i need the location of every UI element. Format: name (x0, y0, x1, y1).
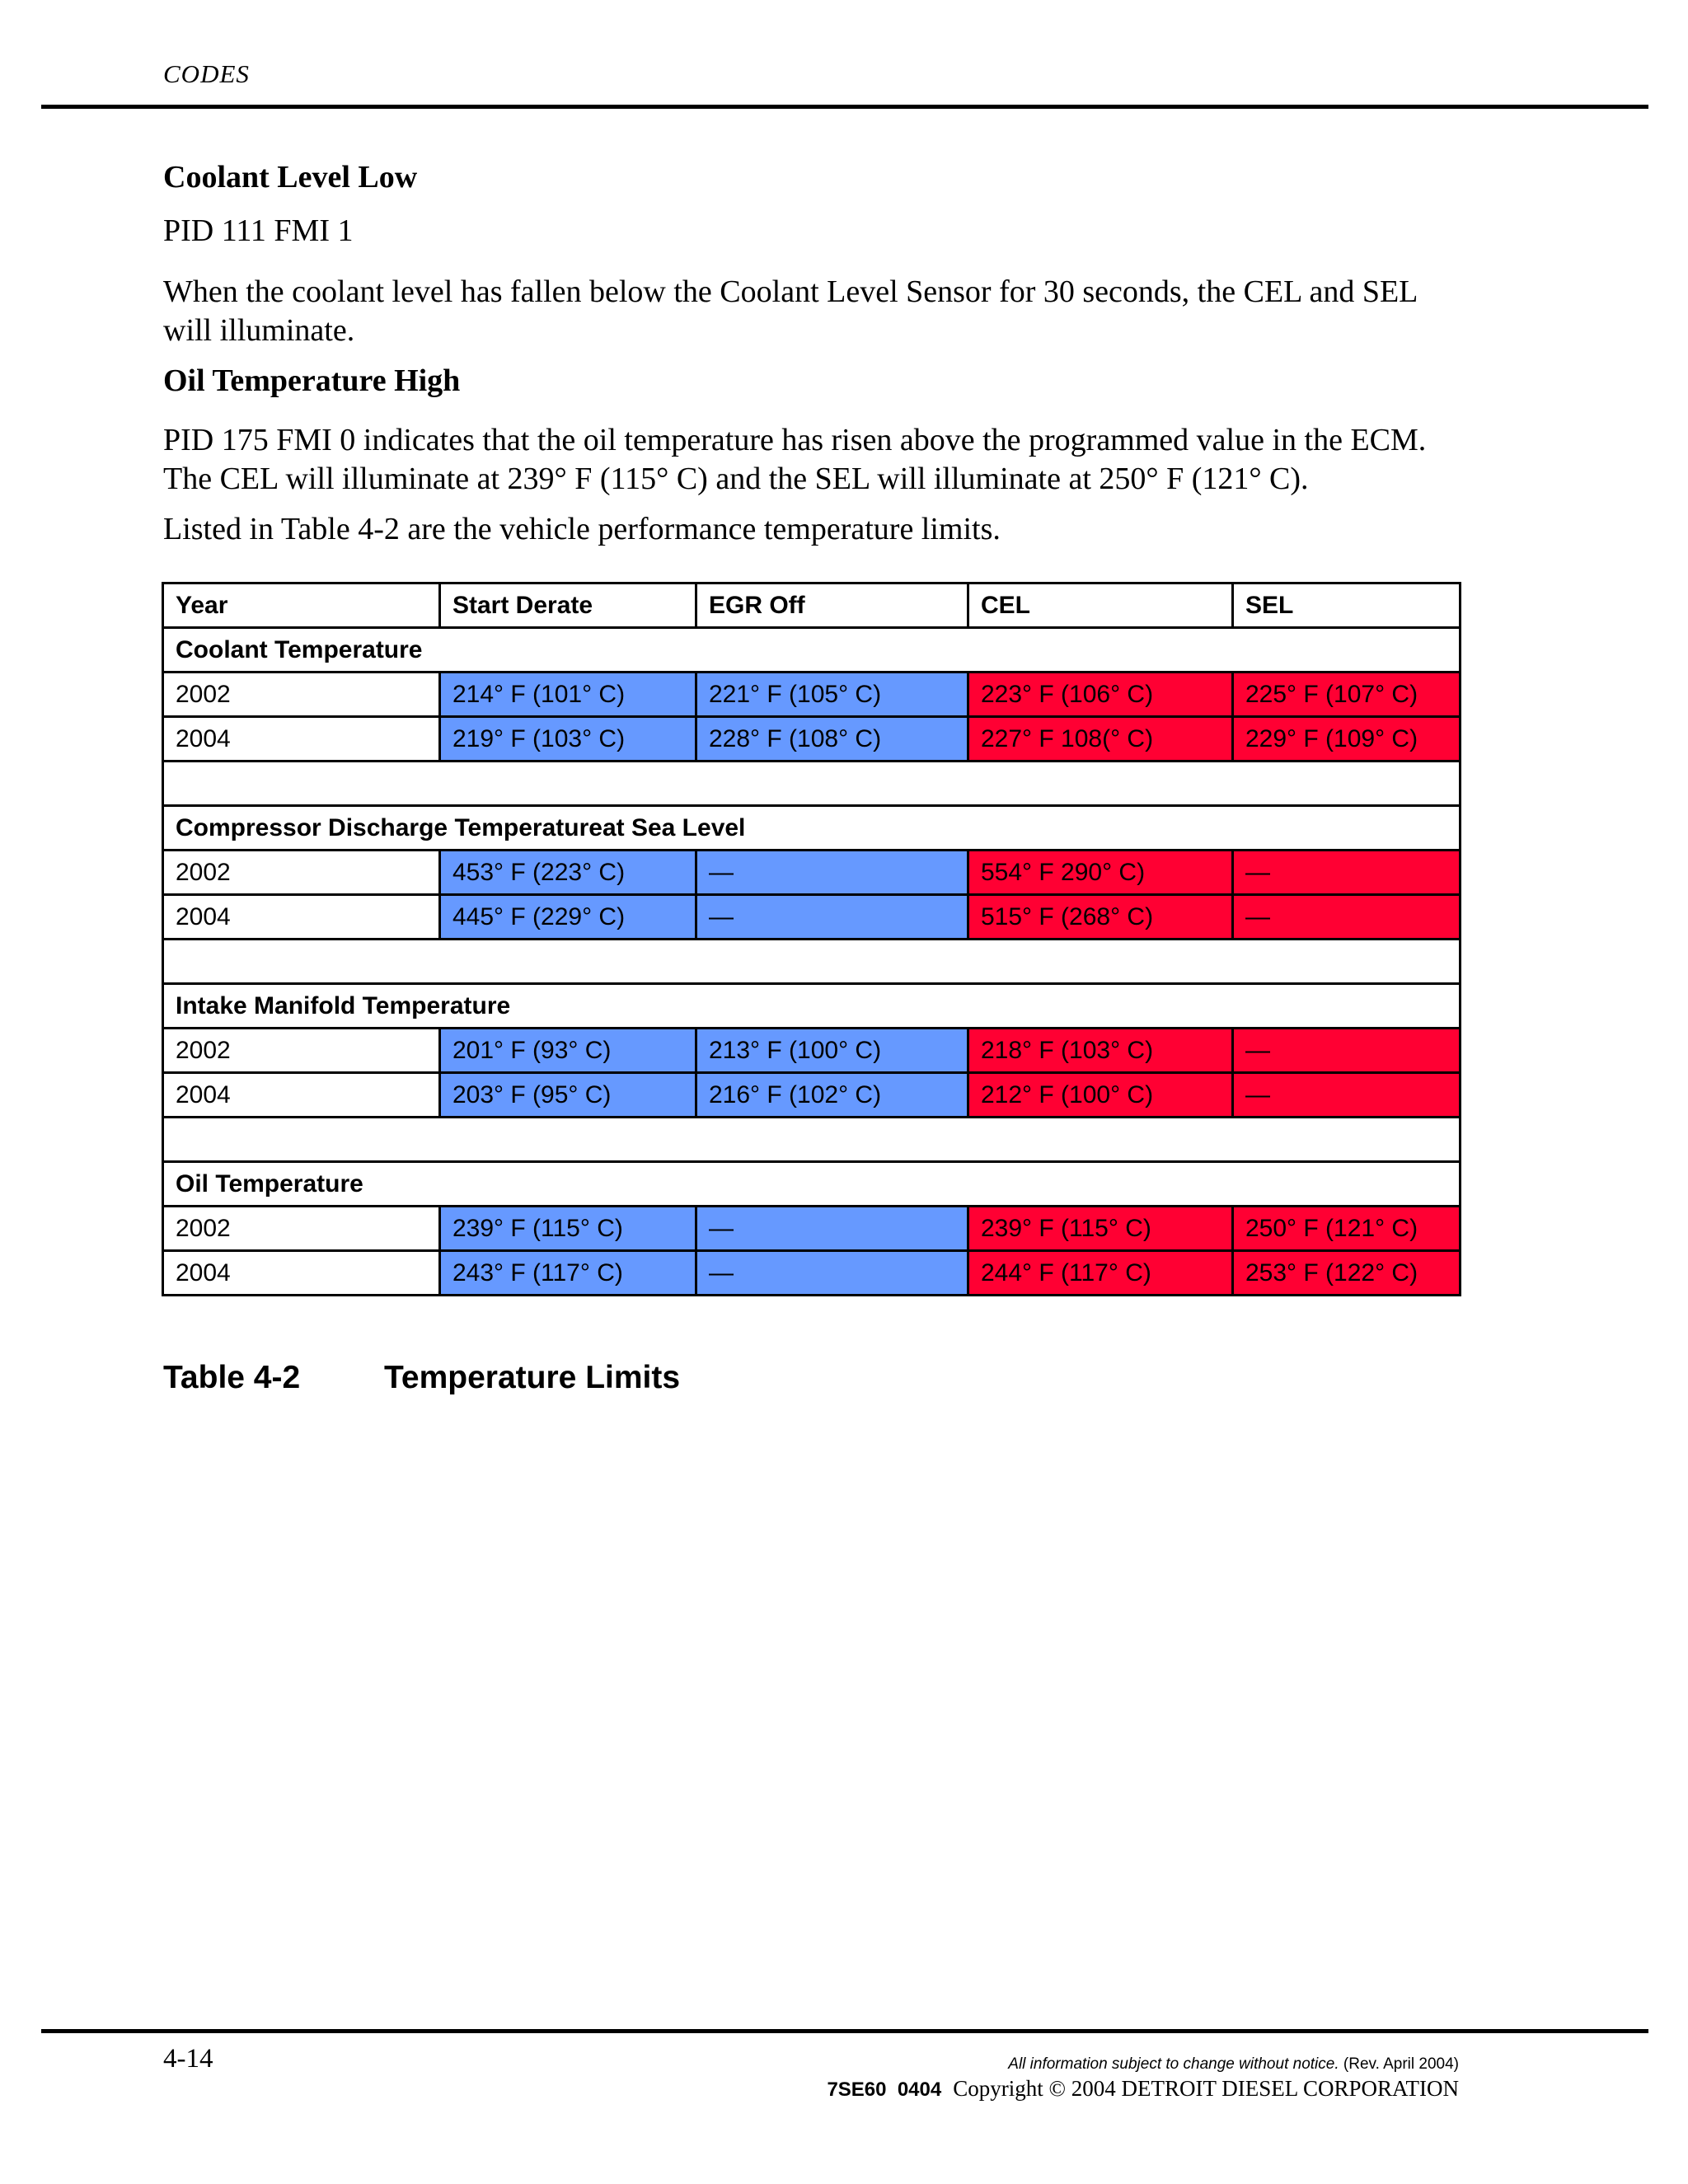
spacer-row (163, 940, 1461, 984)
footer-notice: All information subject to change without notice. (1008, 2055, 1339, 2073)
cel-cell: 223° F (106° C) (968, 673, 1233, 717)
start-derate-cell: 219° F (103° C) (440, 717, 696, 762)
year-cell: 2002 (163, 1207, 440, 1251)
year-cell: 2002 (163, 673, 440, 717)
table-row (163, 1029, 1461, 1073)
table-caption-number: Table 4-2 (163, 1360, 301, 1395)
footer-revision: (Rev. April 2004) (1343, 2055, 1459, 2073)
table-row (163, 895, 1461, 940)
footer-rule (41, 2029, 1648, 2033)
egr-off-cell: 221° F (105° C) (696, 673, 968, 717)
egr-off-cell: — (696, 851, 968, 895)
year-cell: 2002 (163, 851, 440, 895)
footer-copyright: Copyright © 2004 DETROIT DIESEL CORPORATION (953, 2076, 1459, 2101)
cel-cell: 212° F (100° C) (968, 1073, 1233, 1118)
year-cell: 2004 (163, 1073, 440, 1118)
egr-off-cell: 228° F (108° C) (696, 717, 968, 762)
table-row (163, 1251, 1461, 1296)
start-derate-cell: 214° F (101° C) (440, 673, 696, 717)
cel-cell: 218° F (103° C) (968, 1029, 1233, 1073)
spacer-row (163, 762, 1461, 806)
coolant-heading: Coolant Level Low (163, 160, 418, 194)
start-derate-cell: 239° F (115° C) (440, 1207, 696, 1251)
page-number: 4-14 (163, 2044, 213, 2074)
table-intro: Listed in Table 4-2 are the vehicle performance temperature limits. (163, 512, 1001, 546)
sel-cell: 250° F (121° C) (1233, 1207, 1461, 1251)
column-header-egr-off: EGR Off (696, 583, 968, 628)
year-cell: 2004 (163, 1251, 440, 1296)
header-rule (41, 105, 1648, 109)
egr-off-cell: — (696, 1251, 968, 1296)
cel-cell: 227° F 108(° C) (968, 717, 1233, 762)
cel-cell: 244° F (117° C) (968, 1251, 1233, 1296)
table-caption (163, 1360, 680, 1396)
cel-cell: 515° F (268° C) (968, 895, 1233, 940)
year-cell: 2002 (163, 1029, 440, 1073)
oil-description: PID 175 FMI 0 indicates that the oil temperature has risen above the programmed value in the ECM. The CEL will illuminate at 239° F (115° C) and the SEL will illuminate at 250° F (121° C). (163, 423, 1427, 496)
table-row (163, 717, 1461, 762)
group-title-row (163, 806, 1461, 851)
spacer-cell (163, 940, 1461, 984)
sel-cell: 253° F (122° C) (1233, 1251, 1461, 1296)
table-row (163, 673, 1461, 717)
sel-cell: — (1233, 1073, 1461, 1118)
table-row (163, 1073, 1461, 1118)
coolant-pid: PID 111 FMI 1 (163, 213, 354, 248)
table-caption-title: Temperature Limits (384, 1360, 681, 1395)
footer-notice-line (827, 2054, 1459, 2075)
egr-off-cell: — (696, 1207, 968, 1251)
table-row (163, 1207, 1461, 1251)
group-title: Oil Temperature (163, 1162, 1461, 1207)
footer-doc-code: 7SE60 0404 (827, 2079, 942, 2101)
start-derate-cell: 445° F (229° C) (440, 895, 696, 940)
sel-cell: — (1233, 1029, 1461, 1073)
column-header-year: Year (163, 583, 440, 628)
group-title: Compressor Discharge Temperatureat Sea Level (163, 806, 1461, 851)
group-title-row (163, 1162, 1461, 1207)
group-title-row (163, 984, 1461, 1029)
spacer-cell (163, 762, 1461, 806)
egr-off-cell: — (696, 895, 968, 940)
footer-copyright-line (827, 2075, 1459, 2103)
column-header-sel: SEL (1233, 583, 1461, 628)
year-cell: 2004 (163, 717, 440, 762)
sel-cell: 225° F (107° C) (1233, 673, 1461, 717)
egr-off-cell: 213° F (100° C) (696, 1029, 968, 1073)
cel-cell: 239° F (115° C) (968, 1207, 1233, 1251)
start-derate-cell: 203° F (95° C) (440, 1073, 696, 1118)
sel-cell: — (1233, 851, 1461, 895)
sel-cell: 229° F (109° C) (1233, 717, 1461, 762)
sel-cell: — (1233, 895, 1461, 940)
oil-heading: Oil Temperature High (163, 363, 461, 398)
column-header-cel: CEL (968, 583, 1233, 628)
start-derate-cell: 453° F (223° C) (440, 851, 696, 895)
spacer-cell (163, 1118, 1461, 1162)
group-title: Coolant Temperature (163, 628, 1461, 673)
table-row (163, 851, 1461, 895)
spacer-row (163, 1118, 1461, 1162)
table-header-row (163, 583, 1461, 628)
column-header-start-derate: Start Derate (440, 583, 696, 628)
temperature-limits-table (162, 582, 1461, 1296)
egr-off-cell: 216° F (102° C) (696, 1073, 968, 1118)
group-title: Intake Manifold Temperature (163, 984, 1461, 1029)
coolant-description: When the coolant level has fallen below the Coolant Level Sensor for 30 seconds, the CEL and SEL will illuminate. (163, 274, 1417, 348)
footer-info (827, 2054, 1459, 2103)
cel-cell: 554° F 290° C) (968, 851, 1233, 895)
group-title-row (163, 628, 1461, 673)
start-derate-cell: 201° F (93° C) (440, 1029, 696, 1073)
start-derate-cell: 243° F (117° C) (440, 1251, 696, 1296)
year-cell: 2004 (163, 895, 440, 940)
page-section-header: CODES (163, 59, 250, 88)
